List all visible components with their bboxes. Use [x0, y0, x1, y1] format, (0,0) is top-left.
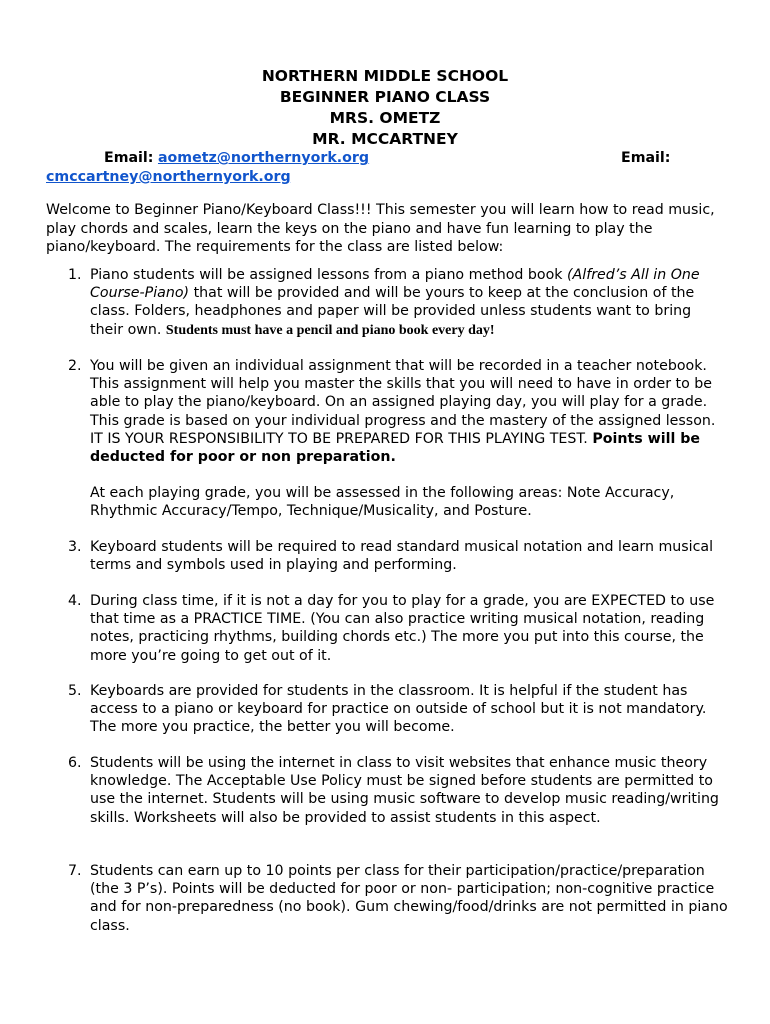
requirement-note: Students must have a pencil and piano book every day! [165, 322, 495, 338]
list-number: 6. [68, 755, 82, 771]
email-link-ometz[interactable]: aometz@northernyork.org [157, 150, 370, 166]
email-label-1: Email: [104, 150, 154, 166]
item-text: You will be given an individual assignment that will be recorded in a teacher notebook. This assignment will help you master the skills that you will need to have in order to be able to play the piano/keyboard. On an assigned playing day, you will play for a grade. This grade is based on your individual progress and the mastery of the assigned lesson. IT IS YOUR RESPONSIBILITY TO BE PREPARED FOR THIS PLAYING TEST. [90, 358, 716, 447]
item-text-cont: that will be provided and will be yours to keep at the conclusion of the class. Folders, headphones and paper will be provided unless students want to bring their own. [90, 285, 695, 338]
list-number: 3. [68, 539, 82, 555]
list-number: 5. [68, 683, 82, 699]
list-item-6 [68, 754, 728, 827]
list-item-2 [68, 357, 728, 521]
list-number: 1. [68, 267, 82, 283]
item-text: Students can earn up to 10 points per class for their participation/practice/preparation (the 3 P’s). Points will be deducted for poor or non- participation; non-cognitive practice and for non-preparedness (no book). Gum chewing/food/drinks are not permitted in piano class. [90, 863, 728, 934]
item-text: Keyboards are provided for students in the classroom. It is helpful if the student has access to a piano or keyboard for practice on outside of school but it is not mandatory. The more you practice, the better you will become. [90, 683, 707, 736]
list-item-7 [68, 862, 728, 935]
list-item-4 [68, 592, 728, 665]
item-text: Students will be using the internet in class to visit websites that enhance music theory knowledge. The Acceptable Use Policy must be signed before students are permitted to use the internet. Students will be using music software to develop music reading/writing skills. Worksheets will also be provided to assist students in this aspect. [90, 755, 719, 826]
book-title: (Alfred’s All in One Course-Piano) [90, 267, 700, 302]
deduction-note: Points will be deducted for poor or non preparation. [90, 430, 701, 466]
assessment-areas-paragraph: At each playing grade, you will be assessed in the following areas: Note Accuracy, Rhythmic Accuracy/Tempo, Technique/Musicality, and Posture. [90, 485, 675, 520]
school-name-heading: NORTHERN MIDDLE SCHOOL [261, 67, 509, 85]
list-item-5 [68, 682, 728, 737]
list-item-1 [68, 266, 728, 340]
list-number: 4. [68, 593, 82, 609]
list-number: 7. [68, 863, 82, 879]
item-text: Keyboard students will be required to read standard musical notation and learn musical terms and symbols used in playing and performing. [90, 539, 714, 574]
list-number: 2. [68, 358, 82, 374]
teacher-2-heading: MR. MCCARTNEY [312, 130, 458, 148]
email-link-mccartney[interactable]: cmccartney@northernyork.org [46, 169, 291, 185]
list-item-3 [68, 538, 728, 574]
intro-paragraph: Welcome to Beginner Piano/Keyboard Class!!! This semester you will learn how to read music, play chords and scales, learn the keys on the piano and have fun learning to play the piano/keyboard. The requirements for the class are listed below: [46, 202, 715, 255]
item-text: Piano students will be assigned lessons from a piano method book [90, 267, 568, 283]
email-label-2: Email: [621, 150, 671, 166]
teacher-1-heading: MRS. OMETZ [329, 109, 441, 127]
class-name-heading: BEGINNER PIANO CLASS [279, 88, 491, 106]
item-text: During class time, if it is not a day for you to play for a grade, you are EXPECTED to use that time as a PRACTICE TIME. (You can also practice writing musical notation, reading notes, practicing rhythms, building chords etc.) The more you put into this course, the more you’re going to get out of it. [90, 593, 715, 664]
contact-emails [46, 149, 726, 187]
